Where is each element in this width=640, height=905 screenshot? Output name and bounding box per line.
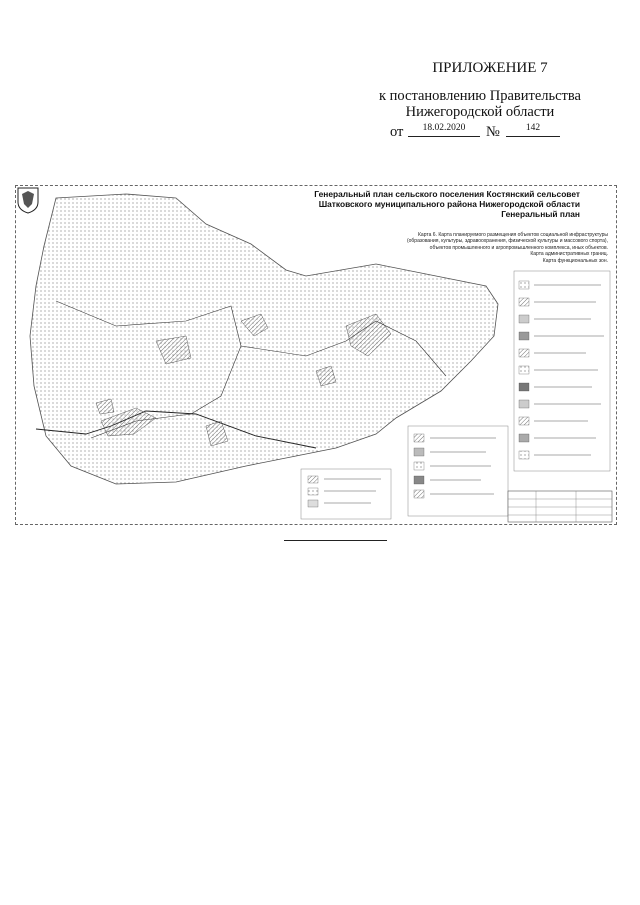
legend-right	[514, 271, 610, 471]
map-subtitle-line: Карта административных границ.	[530, 251, 608, 258]
bottom-rule	[284, 540, 387, 541]
legend-middle	[301, 469, 391, 519]
resolution-line: к постановлению Правительства	[379, 88, 581, 104]
map-subtitle-line: объектов промышленного и агропромышленного комплекса, иных объектов.	[429, 244, 608, 251]
map-title-line: Генеральный план сельского поселения Костянский сельсовет	[314, 189, 580, 199]
general-plan-map	[15, 185, 617, 525]
legend-center	[408, 426, 508, 516]
coat-of-arms-icon	[16, 186, 40, 214]
map-subtitle	[316, 232, 608, 264]
title-block	[508, 491, 612, 522]
map-subtitle-line: Карта функциональных зон.	[542, 257, 608, 264]
map-title-line: Генеральный план	[501, 209, 580, 219]
from-label: от	[390, 124, 404, 140]
resolution-number: 142	[506, 122, 560, 137]
map-title-line: Шатковского муниципального района Нижегородской области	[318, 199, 580, 209]
map-subtitle-line: Карта 6. Карта планируемого размещения объектов социальной инфраструктуры	[418, 232, 608, 238]
date-number-line	[390, 122, 600, 142]
map-subtitle-line: (образования, культуры, здравоохранения, физической культуры и массового спорта),	[406, 238, 608, 245]
appendix-title: ПРИЛОЖЕНИЕ 7	[432, 60, 548, 76]
resolution-date: 18.02.2020	[408, 122, 480, 137]
region-line: Нижегородской области	[405, 104, 555, 120]
map-title	[248, 189, 580, 219]
number-label: №	[486, 124, 500, 140]
